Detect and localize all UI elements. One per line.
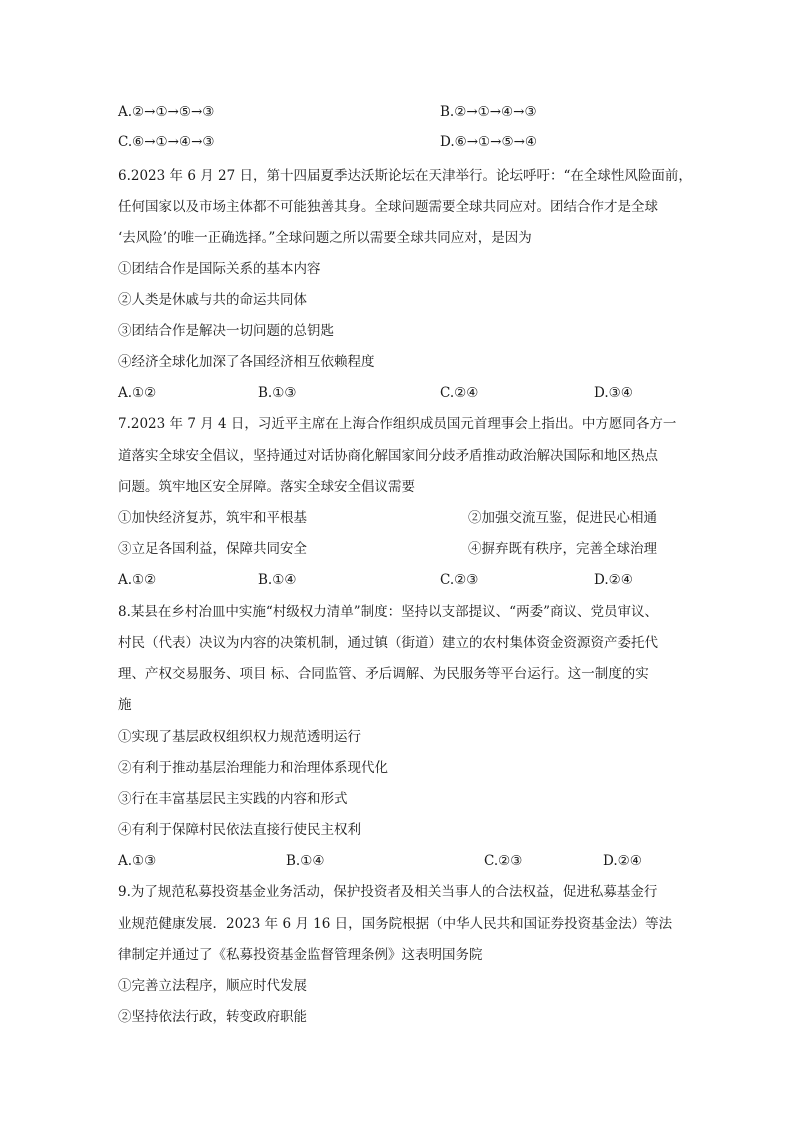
q9-item-2: ②坚持依法行政，转变政府职能 xyxy=(118,1009,307,1025)
q6-option-d: D.③④ xyxy=(594,385,633,401)
q8-option-c: C.②③ xyxy=(484,853,523,869)
q6-stem-line-3: ‘去风险’的唯一正确选择。”全球问题之所以需要全球共同应对，是因为 xyxy=(118,230,532,246)
q5-option-b: B.②→①→④→③ xyxy=(440,104,537,120)
q9-stem-line-1: 9.为了规范私募投资基金业务活动，保护投资者及相关当事人的合法权益，促进私募基金行 xyxy=(118,884,658,900)
q7-option-b: B.①④ xyxy=(258,572,297,588)
q6-stem-line-1: 6.2023 年 6 月 27 日，第十四届夏季达沃斯论坛在天津举行。论坛呼吁：“在全球性风险面前， xyxy=(118,168,692,184)
q7-stem-line-2: 道落实全球安全倡议，坚持通过对话协商化解国家间分歧矛盾推动政治解决国际和地区热点 xyxy=(118,448,658,464)
q7-option-a: A.①② xyxy=(118,572,157,588)
q5-option-c: C.⑥→①→④→③ xyxy=(118,134,215,150)
q8-stem-line-4: 施 xyxy=(118,697,132,713)
q7-item-2: ②加强交流互鉴，促进民心相通 xyxy=(468,510,657,526)
q9-stem-line-3: 律制定并通过了《私募投资基金监督管理条例》这表明国务院 xyxy=(118,947,483,963)
q6-item-3: ③团结合作是解决一切问题的总钥匙 xyxy=(118,323,334,339)
q5-option-d: D.⑥→①→⑤→④ xyxy=(440,134,537,150)
q8-option-b: B.①④ xyxy=(286,853,325,869)
q8-item-1: ①实现了基层政权组织权力规范透明运行 xyxy=(118,729,361,745)
q6-item-4: ④经济全球化加深了各国经济相互依赖程度 xyxy=(118,354,375,370)
q5-option-a: A.②→①→⑤→③ xyxy=(118,104,215,120)
q8-item-2: ②有利于推动基层治理能力和治理体系现代化 xyxy=(118,760,388,776)
q7-item-4: ④摒弃既有秩序，完善全球治理 xyxy=(468,541,657,557)
q7-option-c: C.②③ xyxy=(440,572,479,588)
q8-item-4: ④有利于保障村民依法直接行使民主权利 xyxy=(118,822,361,838)
q8-item-3: ③行在丰富基层民主实践的内容和形式 xyxy=(118,791,348,807)
q8-stem-line-2: 村民（代表）决议为内容的决策机制，通过镇（街道）建立的农村集体资金资源资产委托代 xyxy=(118,635,658,651)
q6-option-a: A.①② xyxy=(118,385,157,401)
q9-stem-line-2: 业规范健康发展．2023 年 6 月 16 日，国务院根据（中华人民共和国证券投资基金法）等法 xyxy=(118,916,673,932)
q7-option-d: D.②④ xyxy=(594,572,633,588)
q6-item-1: ①团结合作是国际关系的基本内容 xyxy=(118,261,321,277)
q8-option-d: D.②④ xyxy=(603,853,642,869)
q8-stem-line-1: 8.某县在乡村冶皿中实施“村级权力清单”制度：坚持以支部提议、“两委”商议、党员审议、 xyxy=(118,604,658,620)
q8-stem-line-3: 理、产权交易服务、项目 标、合同监管、矛后调解、为民服务等平台运行。这一制度的实 xyxy=(118,666,649,682)
q6-option-c: C.②④ xyxy=(440,385,479,401)
q7-stem-line-1: 7.2023 年 7 月 4 日，习近平主席在上海合作组织成员国元首理事会上指出。中方愿同各方一 xyxy=(118,416,677,432)
q6-item-2: ②人类是休戚与共的命运共同体 xyxy=(118,292,307,308)
q6-option-b: B.①③ xyxy=(258,385,297,401)
q7-item-1: ①加快经济复苏，筑牢和平根基 xyxy=(118,510,307,526)
q7-item-3: ③立足各国利益，保障共同安全 xyxy=(118,541,307,557)
q9-item-1: ①完善立法程序，顺应时代发展 xyxy=(118,978,307,994)
q8-option-a: A.①③ xyxy=(118,853,157,869)
q6-stem-line-2: 任何国家以及市场主体都不可能独善其身。全球问题需要全球共同应对。团结合作才是全球 xyxy=(118,199,658,215)
q7-stem-line-3: 问题。筑牢地区安全屏障。落实全球安全倡议需要 xyxy=(118,479,415,495)
